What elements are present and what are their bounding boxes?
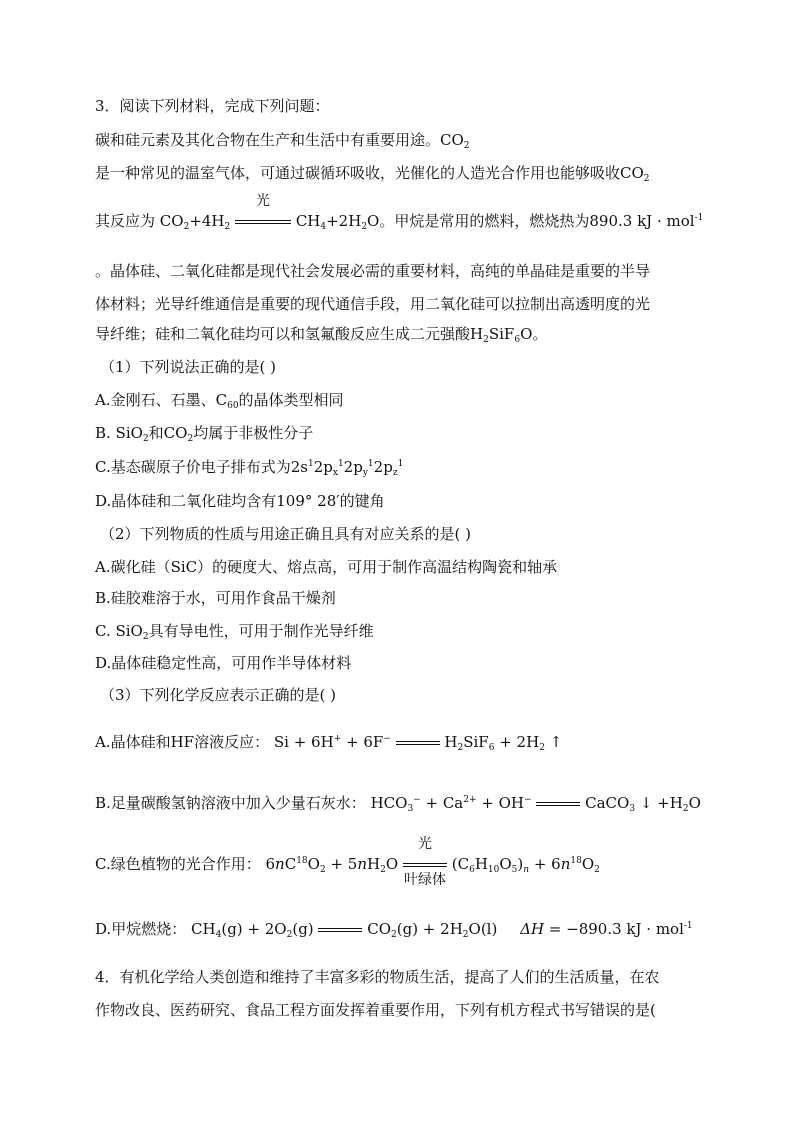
q3-material-line3: 其反应为 $CO_2+4H_2$ 光 $CH_4+2H_2O$。甲烷是常用的燃料，燃烧热为890.3 kJ · mol$^{-1}$	[95, 193, 704, 232]
s1-option-a: A.金刚石、石墨、$C_{60}$的晶体类型相同	[95, 391, 344, 411]
s2-option-b: B.硅胶难溶于水，可用作食品干燥剂	[95, 589, 336, 607]
q3-material-line2: 是一种常见的温室气体，可通过碳循环吸收，光催化的人造光合作用也能够吸收$CO_2$	[95, 164, 650, 184]
sub-question-3: （3）下列化学反应表示正确的是( )	[100, 686, 337, 704]
s3-option-a: A.晶体硅和HF溶液反应： Si + 6H+ + 6F− $H_2SiF_6 + 2H_2$ ↑	[95, 733, 563, 753]
q4-line1: 4．有机化学给人类创造和维持了丰富多彩的物质生活，提高了人们的生活质量，在农	[95, 968, 660, 986]
q3-title: 3．阅读下列材料，完成下列问题：	[95, 97, 330, 115]
s2-option-c: C. SiO$_2$具有导电性，可用于制作光导纤维	[95, 622, 374, 642]
sub-question-1: （1）下列说法正确的是( )	[100, 358, 277, 376]
q3-material-line5: 体材料；光导纤维通信是重要的现代通信手段，用二氧化硅可以拉制出高透明度的光	[95, 295, 651, 313]
s1-option-d: D.晶体硅和二氧化硅均含有109° 28′的键角	[95, 492, 385, 510]
s1-option-c: C.基态碳原子价电子排布式为$2s^12p_x^12p_y^12p_z^1$	[95, 458, 404, 478]
q3-material-line4: 。晶体硅、二氧化硅都是现代社会发展必需的重要材料，高纯的单晶硅是重要的半导	[95, 262, 651, 280]
s3-option-b: B.足量碳酸氢钠溶液中加入少量石灰水： $HCO_3^- + Ca^{2+} + OH^-$ CaCO$_3$ ↓ $+H_2O$	[95, 794, 701, 814]
q3-material-line6: 导纤维；硅和二氧化硅均可以和氢氟酸反应生成二元强酸$H_2SiF_6O$。	[95, 325, 548, 345]
s2-option-a: A.碳化硅（SiC）的硬度大、熔点高，可用于制作高温结构陶瓷和轴承	[95, 558, 558, 576]
light-condition-arrow: 光	[235, 210, 291, 232]
s3-option-d: D.甲烷燃烧： $CH_4(g) + 2O_2(g) CO_2(g) + 2H_2O(l) \Delta H = -890.3$ kJ · mol$^{-1}$	[95, 920, 693, 940]
q4-line2: 作物改良、医药研究、食品工程方面发挥着重要作用，下列有机方程式书写错误的是(	[95, 1001, 656, 1019]
s1-option-b: B. SiO$_2$和$CO_2$均属于非极性分子	[95, 424, 314, 444]
q3-material-line1: 碳和硅元素及其化合物在生产和生活中有重要用途。$CO_2$	[95, 131, 470, 151]
s2-option-d: D.晶体硅稳定性高，可用作半导体材料	[95, 654, 352, 672]
s3-option-c: C.绿色植物的光合作用： $6nC^{18}O_2 + 5nH_2O$ 光 叶绿体 $(C_6H_{10}O_5)_n + 6n^{18}O_2$	[95, 836, 600, 888]
photosynthesis-condition-arrow: 光 叶绿体	[403, 836, 446, 888]
sub-question-2: （2）下列物质的性质与用途正确且具有对应关系的是( )	[100, 525, 472, 543]
